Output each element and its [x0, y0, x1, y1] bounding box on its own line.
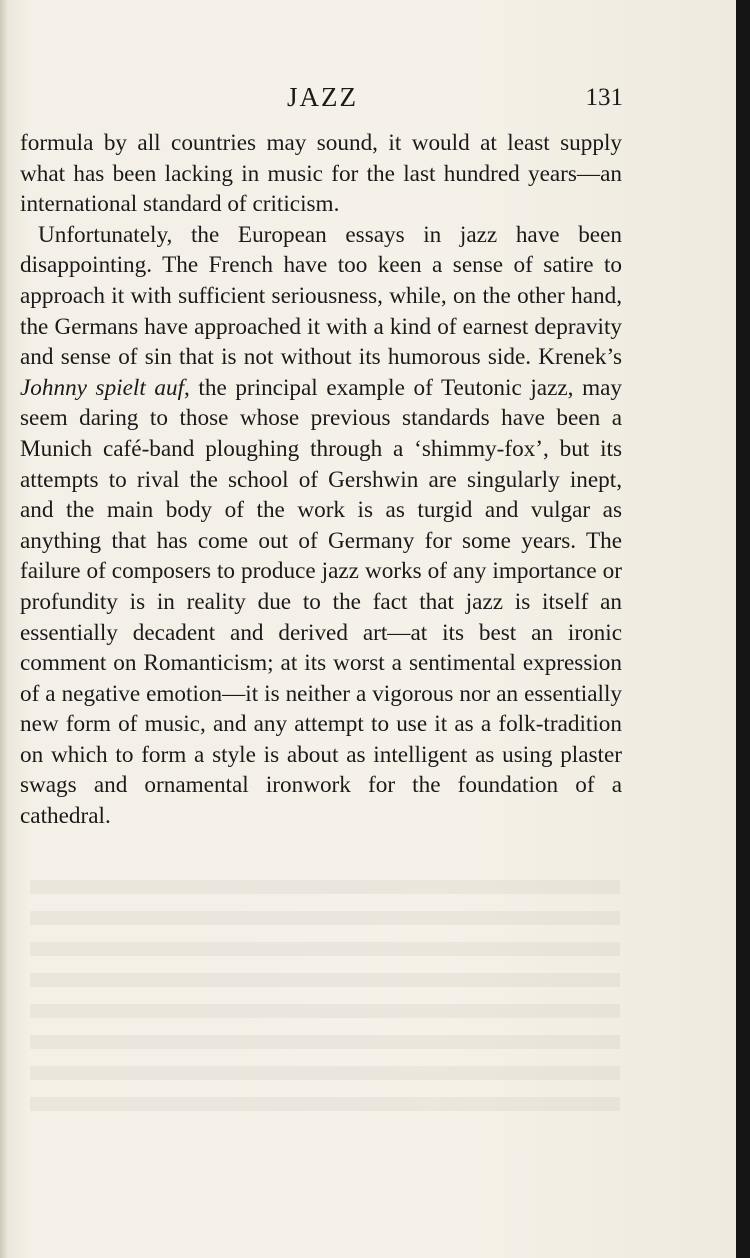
spine-shadow	[0, 0, 8, 1258]
reverse-side-show-through	[30, 880, 620, 1120]
work-title: Johnny spielt auf	[20, 374, 185, 401]
paragraph-continuation: formula by all countries may sound, it would at least supply what has been lacking in music for the last hundred years—an international standard of criticism.	[20, 130, 622, 218]
page-edge-background	[736, 0, 750, 1258]
body-text	[20, 128, 622, 832]
paragraph-european-jazz	[20, 220, 622, 832]
paragraph-text-before-title: Unfortunately, the European essays in jazz have been disappointing. The French have too keen a sense of satire to approach it with sufficient seriousness, while, on the other hand, the Germans have approached it with a kind of earnest depravity and sense of sin that is not without its humorous side. Krenek’s	[20, 221, 622, 371]
running-title: JAZZ	[287, 82, 358, 112]
page-number: 131	[585, 84, 623, 111]
page-header	[20, 82, 625, 122]
paragraph-text-after-title: , the principal example of Teutonic jazz, may seem daring to those whose previous standards have been a Munich café-band ploughing through a ‘shimmy-fox’, but its attempts to rival the school of Gershwin are singularly inept, and the main body of the work is as turgid and vulgar as anything that has come out of Germany for some years. The failure of composers to produce jazz works of any importance or profundity is in reality due to the fact that jazz is itself an essentially decadent and derived art—at its best an ironic comment on Romanticism; at its worst a sentimental expression of a negative emotion—it is neither a vigorous nor an essentially new form of music, and any attempt to use it as a folk-tradition on which to form a style is about as intelligent as using plaster swags and ornamental ironwork for the foundation of a cathedral.	[20, 374, 622, 830]
